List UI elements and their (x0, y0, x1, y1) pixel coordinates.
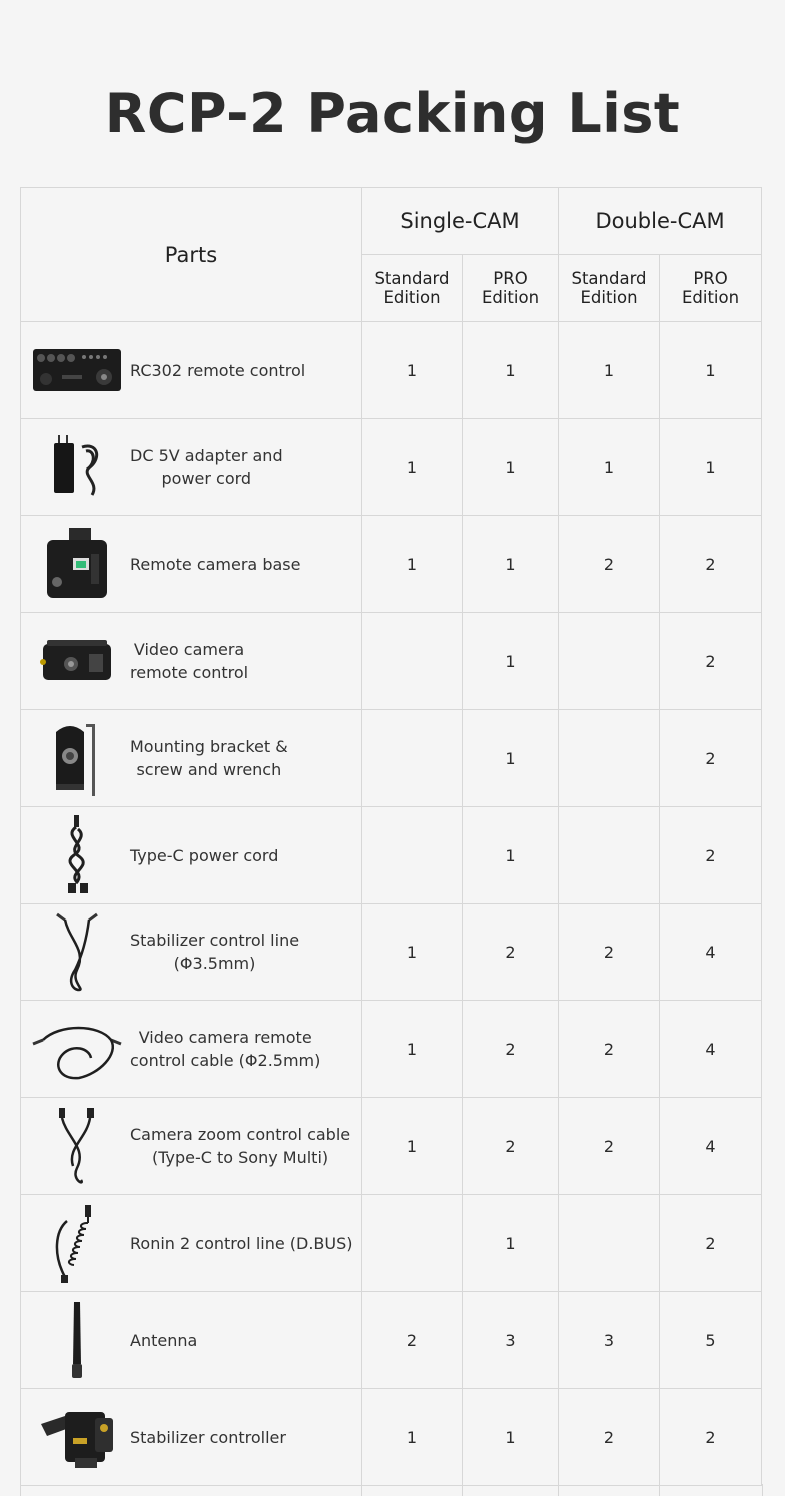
table-row (21, 710, 762, 807)
part-name: RC302 remote control (130, 360, 306, 380)
qty-cell: 2 (559, 1001, 660, 1098)
parts-header: Parts (21, 188, 362, 322)
qty-cell (362, 613, 463, 710)
qty-cell: 2 (660, 516, 762, 613)
table-row (21, 322, 762, 419)
qty-cell: 2 (660, 710, 762, 807)
type-c-cord-icon (27, 812, 127, 898)
qty-cell: 1 (463, 613, 559, 710)
qty-cell: 3 (463, 1292, 559, 1389)
qty-cell: 1 (559, 322, 660, 419)
qty-cell: 2 (463, 1001, 559, 1098)
qty-cell: 1 (362, 419, 463, 516)
part-name: Remote camera base (130, 554, 301, 574)
table-row (21, 1292, 762, 1389)
qty-cell: 1 (463, 710, 559, 807)
qty-cell: 4 (660, 1098, 762, 1195)
part-name: Stabilizer controller (130, 1427, 286, 1447)
part-name: Mounting bracket & screw and wrench (130, 737, 288, 779)
qty-cell: 1 (463, 516, 559, 613)
qty-cell: 2 (559, 1098, 660, 1195)
remote-cable-icon (27, 1006, 127, 1092)
double-cam-header: Double-CAM (559, 188, 762, 255)
part-name: Antenna (130, 1330, 198, 1350)
part-name: Video camera remote control (130, 640, 249, 682)
single-cam-header: Single-CAM (362, 188, 559, 255)
stabilizer-controller-icon (27, 1394, 127, 1480)
edition-header: Standard Edition (559, 255, 660, 322)
qty-cell: 1 (463, 322, 559, 419)
qty-cell: 1 (362, 1389, 463, 1486)
qty-cell: 1 (559, 419, 660, 516)
table-row (21, 1195, 762, 1292)
part-name: Video camera remote control cable (Φ2.5mm) (130, 1028, 321, 1070)
table-row (21, 516, 762, 613)
stabilizer-line-icon (27, 909, 127, 995)
qty-cell (362, 1195, 463, 1292)
table-continuation (20, 1484, 763, 1496)
table-row (21, 1001, 762, 1098)
camera-remote-icon (27, 618, 127, 704)
edition-header: PRO Edition (463, 255, 559, 322)
qty-cell: 1 (362, 516, 463, 613)
zoom-cable-icon (27, 1103, 127, 1189)
power-adapter-icon (27, 424, 127, 510)
part-name: Camera zoom control cable (Type-C to Sony Multi) (130, 1125, 351, 1167)
qty-cell: 1 (362, 1001, 463, 1098)
qty-cell (362, 710, 463, 807)
coiled-cable-icon (27, 1200, 127, 1286)
table-row (21, 613, 762, 710)
qty-cell (559, 807, 660, 904)
qty-cell (559, 613, 660, 710)
table-row (21, 807, 762, 904)
qty-cell: 1 (362, 1098, 463, 1195)
part-name: Ronin 2 control line (D.BUS) (130, 1233, 353, 1253)
qty-cell: 2 (362, 1292, 463, 1389)
remote-control-icon (27, 327, 127, 413)
qty-cell: 2 (559, 904, 660, 1001)
qty-cell: 1 (362, 904, 463, 1001)
qty-cell: 2 (463, 1098, 559, 1195)
qty-cell: 1 (362, 322, 463, 419)
qty-cell: 1 (660, 419, 762, 516)
qty-cell: 4 (660, 1001, 762, 1098)
qty-cell: 1 (660, 322, 762, 419)
table-row (21, 1389, 762, 1486)
qty-cell: 2 (660, 807, 762, 904)
part-name: Stabilizer control line (Φ3.5mm) (130, 931, 300, 973)
qty-cell: 5 (660, 1292, 762, 1389)
edition-header: Standard Edition (362, 255, 463, 322)
qty-cell: 1 (463, 1389, 559, 1486)
antenna-icon (27, 1297, 127, 1383)
table-row (21, 1098, 762, 1195)
edition-header: PRO Edition (660, 255, 762, 322)
part-name: Type-C power cord (130, 845, 279, 865)
qty-cell: 2 (660, 1389, 762, 1486)
packing-list-table (20, 187, 762, 1486)
camera-base-icon (27, 521, 127, 607)
qty-cell: 3 (559, 1292, 660, 1389)
qty-cell: 4 (660, 904, 762, 1001)
qty-cell: 1 (463, 1195, 559, 1292)
page-title: RCP-2 Packing List (104, 82, 681, 145)
part-name: DC 5V adapter and power cord (130, 446, 283, 488)
qty-cell (559, 1195, 660, 1292)
qty-cell: 2 (660, 613, 762, 710)
table-row (21, 419, 762, 516)
qty-cell: 2 (463, 904, 559, 1001)
qty-cell: 2 (559, 516, 660, 613)
qty-cell: 2 (660, 1195, 762, 1292)
table-row (21, 904, 762, 1001)
mounting-bracket-icon (27, 715, 127, 801)
qty-cell: 1 (463, 807, 559, 904)
qty-cell (362, 807, 463, 904)
qty-cell: 1 (463, 419, 559, 516)
qty-cell: 2 (559, 1389, 660, 1486)
qty-cell (559, 710, 660, 807)
